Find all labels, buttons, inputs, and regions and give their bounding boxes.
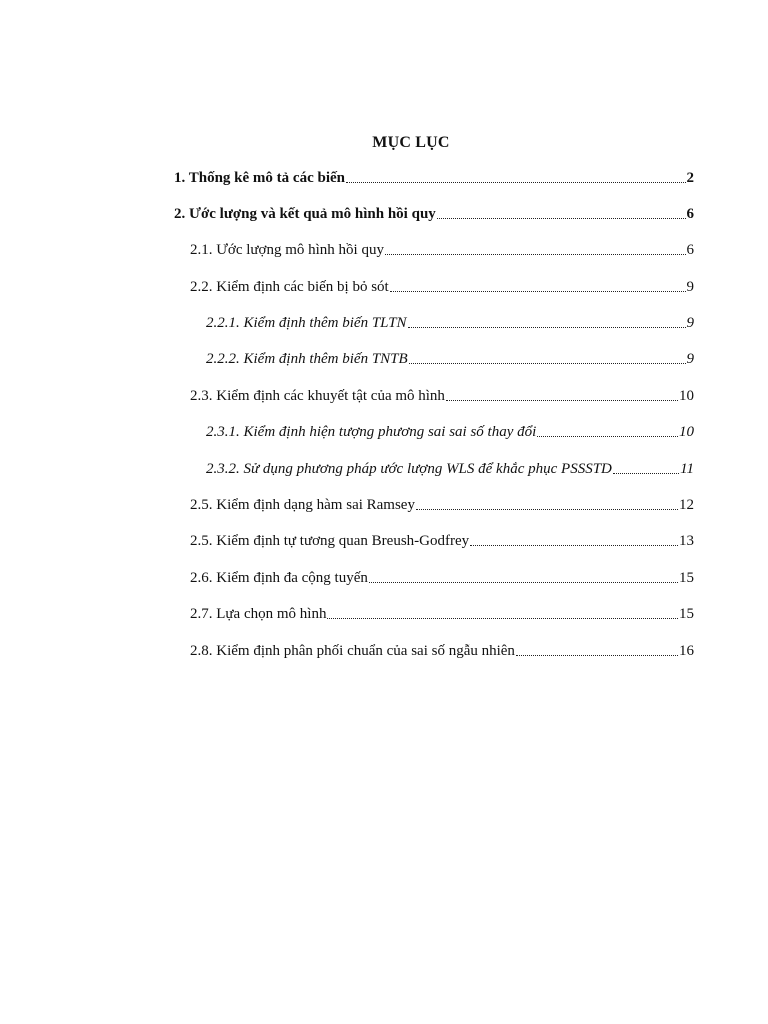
toc-entry-label: 2.3. Kiểm định các khuyết tật của mô hình: [190, 388, 445, 404]
toc-entry-label: 2.8. Kiểm định phân phối chuẩn của sai số ngẫu nhiên: [190, 643, 515, 659]
toc-entry-page: 10: [679, 388, 694, 404]
toc-leader-dots: [446, 400, 678, 401]
toc-entry-label: 2. Ước lượng và kết quả mô hình hồi quy: [174, 206, 436, 222]
toc-entry-label: 2.3.1. Kiểm định hiện tượng phương sai sai số thay đổi: [206, 424, 537, 440]
toc-leader-dots: [516, 655, 678, 656]
toc-leader-dots: [385, 254, 686, 255]
toc-leader-dots: [408, 327, 686, 328]
toc-entry-page: 6: [686, 242, 694, 258]
toc-entry[interactable]: [190, 496, 694, 514]
toc-entry-page: 2: [686, 170, 694, 186]
toc-entry-label: 2.7. Lựa chọn mô hình: [190, 606, 327, 622]
toc-entry-label: 2.3.2. Sử dụng phương pháp ước lượng WLS để khắc phục PSSSTD: [206, 461, 612, 477]
toc-entry-page: 15: [679, 606, 694, 622]
toc-entry[interactable]: [206, 314, 694, 332]
toc-entry-page: 16: [679, 643, 694, 659]
toc-entry-label: 2.5. Kiểm định tự tương quan Breush-Godfrey: [190, 533, 470, 549]
toc-entry-page: 13: [679, 533, 694, 549]
toc-leader-dots: [346, 182, 686, 183]
toc-entry[interactable]: [190, 605, 694, 623]
toc-entry[interactable]: [174, 169, 694, 187]
toc-entry[interactable]: [190, 532, 694, 550]
toc-entry-label: 2.6. Kiểm định đa cộng tuyến: [190, 570, 368, 586]
toc-entry[interactable]: [190, 387, 694, 405]
toc-entry-page: 9: [686, 315, 694, 331]
toc-leader-dots: [409, 363, 686, 364]
toc-entry[interactable]: [190, 642, 694, 660]
toc-leader-dots: [470, 545, 678, 546]
toc-entry-label: 2.2.1. Kiểm định thêm biến TLTN: [206, 315, 407, 331]
toc-entry-page: 12: [679, 497, 694, 513]
toc-entry-label: 2.5. Kiểm định dạng hàm sai Ramsey: [190, 497, 415, 513]
toc-entry[interactable]: [206, 423, 694, 441]
page-title: MỤC LỤC: [372, 134, 450, 151]
toc-entry-label: 2.1. Ước lượng mô hình hồi quy: [190, 242, 384, 258]
toc-leader-dots: [437, 218, 686, 219]
toc-entry[interactable]: [190, 278, 694, 296]
toc-entry[interactable]: [190, 241, 694, 259]
toc-entry-label: 2.2. Kiểm định các biến bị bỏ sót: [190, 279, 389, 295]
toc-entry[interactable]: [190, 569, 694, 587]
toc-entry-page: 15: [679, 570, 694, 586]
toc-entry-label: 1. Thống kê mô tả các biến: [174, 170, 345, 186]
toc-entry-page: 9: [686, 279, 694, 295]
toc-leader-dots: [369, 582, 678, 583]
toc-entry-page: 6: [686, 206, 694, 222]
toc-leader-dots: [327, 618, 678, 619]
toc-entry[interactable]: [206, 460, 694, 478]
toc-entry-page: 11: [680, 461, 694, 477]
toc-leader-dots: [416, 509, 678, 510]
toc-entry-label: 2.2.2. Kiểm định thêm biến TNTB: [206, 351, 408, 367]
toc-leader-dots: [390, 291, 686, 292]
toc-leader-dots: [537, 436, 678, 437]
toc-entry-page: 10: [679, 424, 694, 440]
toc-entry-page: 9: [686, 351, 694, 367]
toc-entry[interactable]: [174, 205, 694, 223]
toc-entry[interactable]: [206, 350, 694, 368]
toc-leader-dots: [613, 473, 679, 474]
